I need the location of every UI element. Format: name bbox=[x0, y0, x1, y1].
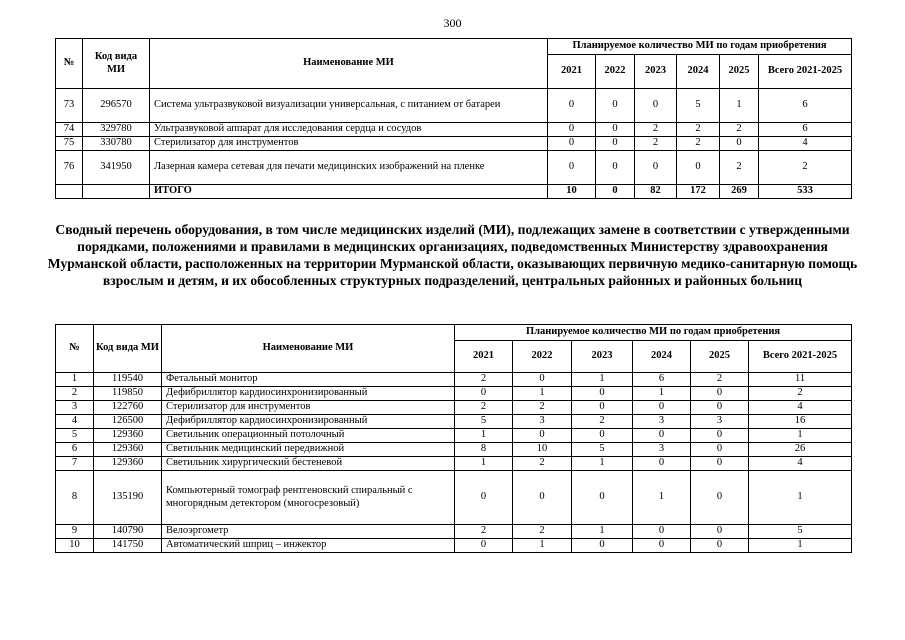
cell-value: 2 bbox=[513, 401, 572, 415]
cell-value: 0 bbox=[633, 429, 691, 443]
cell-value: 3 bbox=[633, 415, 691, 429]
cell-value: 0 bbox=[691, 429, 749, 443]
cell-num: 10 bbox=[56, 539, 94, 553]
cell-value: 0 bbox=[635, 89, 677, 123]
cell-num: 73 bbox=[56, 89, 83, 123]
col-header-planned: Планируемое количество МИ по годам приобретения bbox=[548, 39, 852, 55]
col-header-code: Код вида МИ bbox=[94, 325, 162, 373]
cell-value: 2 bbox=[720, 151, 759, 185]
cell-value: 1 bbox=[572, 457, 633, 471]
cell-value: 1 bbox=[455, 457, 513, 471]
cell-value: 6 bbox=[633, 373, 691, 387]
cell-value: 0 bbox=[691, 387, 749, 401]
cell-total: 4 bbox=[749, 457, 852, 471]
cell-num: 74 bbox=[56, 123, 83, 137]
cell-value: 0 bbox=[633, 457, 691, 471]
cell-total: 1 bbox=[749, 429, 852, 443]
table-row bbox=[56, 539, 852, 553]
col-header-name: Наименование МИ bbox=[150, 39, 548, 89]
equipment-replacement-table bbox=[55, 324, 852, 553]
cell-total-value: 269 bbox=[720, 185, 759, 199]
table-row bbox=[56, 415, 852, 429]
cell-value: 0 bbox=[513, 471, 572, 525]
col-header-planned: Планируемое количество МИ по годам приобретения bbox=[455, 325, 852, 341]
cell-value: 0 bbox=[572, 429, 633, 443]
col-header-name: Наименование МИ bbox=[162, 325, 455, 373]
cell-total-value: 82 bbox=[635, 185, 677, 199]
cell-total-value: 0 bbox=[596, 185, 635, 199]
cell-value: 5 bbox=[572, 443, 633, 457]
cell-value: 2 bbox=[635, 123, 677, 137]
cell-num: 3 bbox=[56, 401, 94, 415]
cell-value: 0 bbox=[596, 151, 635, 185]
cell-code: 135190 bbox=[94, 471, 162, 525]
cell-value: 0 bbox=[548, 123, 596, 137]
cell-value: 10 bbox=[513, 443, 572, 457]
cell-num: 5 bbox=[56, 429, 94, 443]
cell-num: 76 bbox=[56, 151, 83, 185]
cell-total-value: 10 bbox=[548, 185, 596, 199]
cell-value: 0 bbox=[691, 401, 749, 415]
cell-code: 129360 bbox=[94, 429, 162, 443]
cell-value: 0 bbox=[596, 89, 635, 123]
cell-value: 3 bbox=[691, 415, 749, 429]
col-header-year: 2024 bbox=[633, 341, 691, 373]
col-header-total: Всего 2021-2025 bbox=[759, 55, 852, 89]
cell-num: 6 bbox=[56, 443, 94, 457]
cell-value: 0 bbox=[691, 525, 749, 539]
cell-value: 1 bbox=[513, 387, 572, 401]
cell-value: 2 bbox=[677, 137, 720, 151]
cell-num bbox=[56, 185, 83, 199]
cell-value: 0 bbox=[455, 387, 513, 401]
cell-value: 0 bbox=[572, 387, 633, 401]
cell-name: Фетальный монитор bbox=[162, 373, 455, 387]
cell-total: 11 bbox=[749, 373, 852, 387]
cell-code: 329780 bbox=[83, 123, 150, 137]
cell-total: 2 bbox=[759, 151, 852, 185]
cell-value: 1 bbox=[513, 539, 572, 553]
cell-total: 6 bbox=[759, 123, 852, 137]
cell-total: 4 bbox=[749, 401, 852, 415]
cell-name: Светильник хирургический бестеневой bbox=[162, 457, 455, 471]
cell-value: 2 bbox=[455, 401, 513, 415]
cell-value: 0 bbox=[691, 539, 749, 553]
cell-value: 2 bbox=[572, 415, 633, 429]
col-header-year: 2021 bbox=[548, 55, 596, 89]
cell-name: Компьютерный томограф рентгеновский спиральный с многорядным детектором (многосрезовый) bbox=[162, 471, 455, 525]
cell-code: 141750 bbox=[94, 539, 162, 553]
cell-name: Стерилизатор для инструментов bbox=[150, 137, 548, 151]
cell-value: 1 bbox=[720, 89, 759, 123]
col-header-year: 2024 bbox=[677, 55, 720, 89]
cell-value: 0 bbox=[691, 443, 749, 457]
col-header-year: 2023 bbox=[635, 55, 677, 89]
table-row bbox=[56, 525, 852, 539]
total-row bbox=[56, 185, 852, 199]
cell-value: 2 bbox=[455, 525, 513, 539]
cell-value: 1 bbox=[633, 387, 691, 401]
table-row bbox=[56, 471, 852, 525]
table-row bbox=[56, 401, 852, 415]
cell-value: 0 bbox=[633, 525, 691, 539]
cell-value: 1 bbox=[633, 471, 691, 525]
cell-value: 1 bbox=[572, 373, 633, 387]
cell-total: 5 bbox=[749, 525, 852, 539]
table-row bbox=[56, 89, 852, 123]
col-header-year: 2023 bbox=[572, 341, 633, 373]
cell-value: 0 bbox=[548, 137, 596, 151]
cell-grand-total: 533 bbox=[759, 185, 852, 199]
cell-value: 0 bbox=[596, 123, 635, 137]
cell-code: 129360 bbox=[94, 457, 162, 471]
table-row bbox=[56, 387, 852, 401]
cell-code: 129360 bbox=[94, 443, 162, 457]
cell-total-value: 172 bbox=[677, 185, 720, 199]
col-header-num: № bbox=[56, 39, 83, 89]
cell-value: 1 bbox=[572, 525, 633, 539]
cell-name: Светильник операционный потолочный bbox=[162, 429, 455, 443]
cell-num: 4 bbox=[56, 415, 94, 429]
table-row bbox=[56, 429, 852, 443]
cell-num: 9 bbox=[56, 525, 94, 539]
cell-value: 2 bbox=[635, 137, 677, 151]
page-number: 300 bbox=[443, 16, 462, 30]
equipment-table-continued bbox=[55, 38, 852, 199]
table-row bbox=[56, 123, 852, 137]
cell-value: 1 bbox=[455, 429, 513, 443]
cell-value: 2 bbox=[455, 373, 513, 387]
cell-value: 0 bbox=[513, 373, 572, 387]
cell-name: Велоэргометр bbox=[162, 525, 455, 539]
cell-value: 0 bbox=[635, 151, 677, 185]
cell-value: 0 bbox=[691, 457, 749, 471]
cell-name: Стерилизатор для инструментов bbox=[162, 401, 455, 415]
cell-value: 2 bbox=[513, 457, 572, 471]
cell-num: 7 bbox=[56, 457, 94, 471]
table-row bbox=[56, 137, 852, 151]
table-row bbox=[56, 457, 852, 471]
cell-code: 296570 bbox=[83, 89, 150, 123]
cell-value: 0 bbox=[572, 471, 633, 525]
cell-value: 0 bbox=[720, 137, 759, 151]
col-header-year: 2025 bbox=[691, 341, 749, 373]
table-row bbox=[56, 151, 852, 185]
cell-code: 119540 bbox=[94, 373, 162, 387]
cell-name: Светильник медицинский передвижной bbox=[162, 443, 455, 457]
cell-value: 5 bbox=[455, 415, 513, 429]
cell-value: 2 bbox=[677, 123, 720, 137]
col-header-year: 2022 bbox=[596, 55, 635, 89]
cell-value: 2 bbox=[720, 123, 759, 137]
cell-value: 0 bbox=[455, 539, 513, 553]
cell-code: 140790 bbox=[94, 525, 162, 539]
cell-num: 8 bbox=[56, 471, 94, 525]
cell-value: 0 bbox=[633, 539, 691, 553]
col-header-year: 2022 bbox=[513, 341, 572, 373]
col-header-num: № bbox=[56, 325, 94, 373]
cell-name: Дефибриллятор кардиосинхронизированный bbox=[162, 415, 455, 429]
cell-total: 1 bbox=[749, 539, 852, 553]
table-row bbox=[56, 373, 852, 387]
cell-value: 5 bbox=[677, 89, 720, 123]
total-label: ИТОГО bbox=[150, 185, 548, 199]
cell-value: 8 bbox=[455, 443, 513, 457]
section-heading: Сводный перечень оборудования, в том числе медицинских изделий (МИ), подлежащих замене в соответствии с утвержденными порядками, положениями и правилами в медицинских организациях, подведомственных Министерству здравоохранения Мурманской области, расположенных на территории Мурманской области, оказывающих первичную медико-санитарную помощь взрослым и детям, и их обособленных структурных подразделений, центральных районных и районных больниц bbox=[47, 222, 858, 288]
cell-num: 2 bbox=[56, 387, 94, 401]
cell-code: 126500 bbox=[94, 415, 162, 429]
cell-value: 0 bbox=[572, 539, 633, 553]
cell-value: 2 bbox=[513, 525, 572, 539]
col-header-code: Код вида МИ bbox=[83, 39, 150, 89]
cell-code: 122760 bbox=[94, 401, 162, 415]
cell-code bbox=[83, 185, 150, 199]
cell-name: Лазерная камера сетевая для печати медицинских изображений на пленке bbox=[150, 151, 548, 185]
cell-total: 1 bbox=[749, 471, 852, 525]
col-header-year: 2025 bbox=[720, 55, 759, 89]
cell-name: Ультразвуковой аппарат для исследования сердца и сосудов bbox=[150, 123, 548, 137]
cell-code: 330780 bbox=[83, 137, 150, 151]
table-row bbox=[56, 443, 852, 457]
cell-value: 0 bbox=[548, 89, 596, 123]
cell-value: 0 bbox=[548, 151, 596, 185]
cell-value: 0 bbox=[677, 151, 720, 185]
cell-total: 26 bbox=[749, 443, 852, 457]
cell-value: 3 bbox=[513, 415, 572, 429]
cell-code: 119850 bbox=[94, 387, 162, 401]
cell-value: 0 bbox=[596, 137, 635, 151]
cell-value: 3 bbox=[633, 443, 691, 457]
col-header-year: 2021 bbox=[455, 341, 513, 373]
cell-value: 2 bbox=[691, 373, 749, 387]
cell-num: 1 bbox=[56, 373, 94, 387]
cell-total: 4 bbox=[759, 137, 852, 151]
cell-name: Система ультразвуковой визуализации универсальная, с питанием от батареи bbox=[150, 89, 548, 123]
cell-num: 75 bbox=[56, 137, 83, 151]
cell-total: 2 bbox=[749, 387, 852, 401]
cell-name: Автоматический шприц – инжектор bbox=[162, 539, 455, 553]
cell-code: 341950 bbox=[83, 151, 150, 185]
cell-value: 0 bbox=[633, 401, 691, 415]
cell-value: 0 bbox=[513, 429, 572, 443]
cell-total: 16 bbox=[749, 415, 852, 429]
cell-value: 0 bbox=[691, 471, 749, 525]
cell-total: 6 bbox=[759, 89, 852, 123]
cell-value: 0 bbox=[572, 401, 633, 415]
col-header-total: Всего 2021-2025 bbox=[749, 341, 852, 373]
cell-name: Дефибриллятор кардиосинхронизированный bbox=[162, 387, 455, 401]
cell-value: 0 bbox=[455, 471, 513, 525]
